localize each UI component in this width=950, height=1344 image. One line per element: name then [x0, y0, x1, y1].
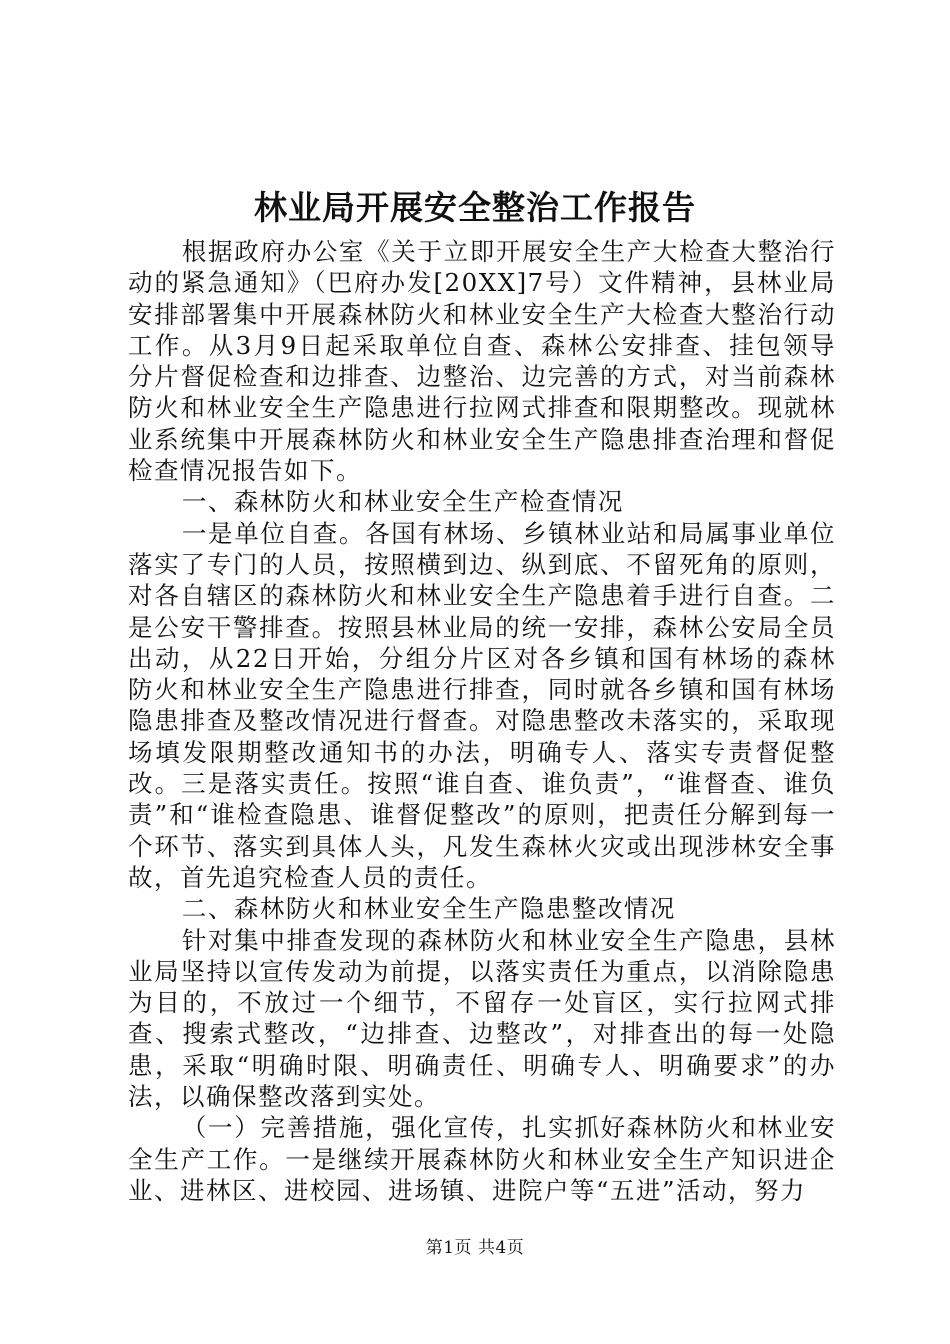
paragraph-rectification: 针对集中排查发现的森林防火和林业安全生产隐患，县林业局坚持以宣传发动为前提，以落实责任为重点，以消除隐患为目的，不放过一个细节，不留存一处盲区，实行拉网式排查、搜索式整改，“边排查、边整改”，对排查出的每一处隐患，采取“明确时限、明确责任、明确专人、明确要求”的办法，以确保整改落到实处。 — [128, 925, 836, 1112]
paragraph-measures: （一）完善措施，强化宣传，扎实抓好森林防火和林业安全生产工作。一是继续开展森林防火和林业安全生产知识进企业、进林区、进校园、进场镇、进院户等“五进”活动，努力 — [128, 1113, 836, 1205]
page-number-footer: 第1页 共4页 — [425, 1238, 525, 1258]
document-title: 林业局开展安全整治工作报告 — [254, 188, 696, 227]
paragraph-intro: 根据政府办公室《关于立即开展安全生产大检查大整治行动的紧急通知》（巴府办发[20XX]7号）文件精神，县林业局安排部署集中开展森林防火和林业安全生产大检查大整治行动工作。从3月9日起采取单位自查、森林公安排查、挂包领导分片督促检查和边排查、边整治、边完善的方式，对当前森林防火和林业安全生产隐患进行拉网式排查和限期整改。现就林业系统集中开展森林防火和林业安全生产隐患排查治理和督促检查情况报告如下。 — [128, 237, 836, 486]
section-heading-2: 二、森林防火和林业安全生产隐患整改情况 — [181, 894, 676, 924]
paragraph-inspection: 一是单位自查。各国有林场、乡镇林业站和局属事业单位落实了专门的人员，按照横到边、纵到底、不留死角的原则，对各自辖区的森林防火和林业安全生产隐患着手进行自查。二是公安干警排查。按照县林业局的统一安排，森林公安局全员出动，从22日开始，分组分片区对各乡镇和国有林场的森林防火和林业安全生产隐患进行排查，同时就各乡镇和国有林场隐患排查及整改情况进行督查。对隐患整改未落实的，采取现场填发限期整改通知书的办法，明确专人、落实专责督促整改。三是落实责任。按照“谁自查、谁负责”，“谁督查、谁负责”和“谁检查隐患、谁督促整改”的原则，把责任分解到每一个环节、落实到具体人头，凡发生森林火灾或出现涉林安全事故，首先追究检查人员的责任。 — [128, 518, 836, 892]
section-heading-1: 一、森林防火和林业安全生产检查情况 — [181, 487, 624, 517]
document-body — [128, 236, 836, 1206]
